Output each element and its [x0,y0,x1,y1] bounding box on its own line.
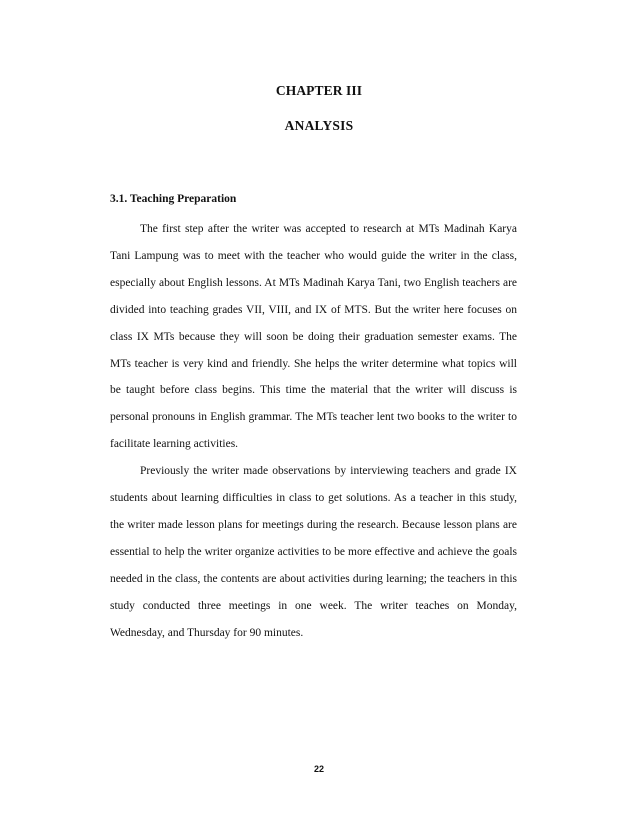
chapter-number: CHAPTER III [275,83,363,98]
page-number: 22 [313,764,324,774]
section-body [110,216,517,647]
chapter-title: ANALYSIS [284,118,354,133]
paragraph-1: The first step after the writer was accepted to research at MTs Madinah Karya Tani Lampung was to meet with the teacher who would guide the writer in the class, especially about English lessons. At MTs Madinah Karya Tani, two English teachers are divided into teaching grades VII, VIII, and IX of MTS. But the writer here focuses on class IX MTs because they will soon be doing their graduation semester exams. The MTs teacher is very kind and friendly. She helps the writer determine what topics will be taught before class begins. This time the material that the writer will discuss is personal pronouns in English grammar. The MTs teacher lent two books to the writer to facilitate learning activities. [110,223,517,451]
paragraph-2: Previously the writer made observations by interviewing teachers and grade IX students about learning difficulties in class to get solutions. As a teacher in this study, the writer made lesson plans for meetings during the research. Because lesson plans are essential to help the writer organize activities to be more effective and achieve the goals needed in the class, the contents are about activities during learning; the teachers in this study conducted three meetings in one week. The writer teaches on Monday, Wednesday, and Thursday for 90 minutes. [110,465,517,639]
section-heading: 3.1. Teaching Preparation [110,193,237,205]
